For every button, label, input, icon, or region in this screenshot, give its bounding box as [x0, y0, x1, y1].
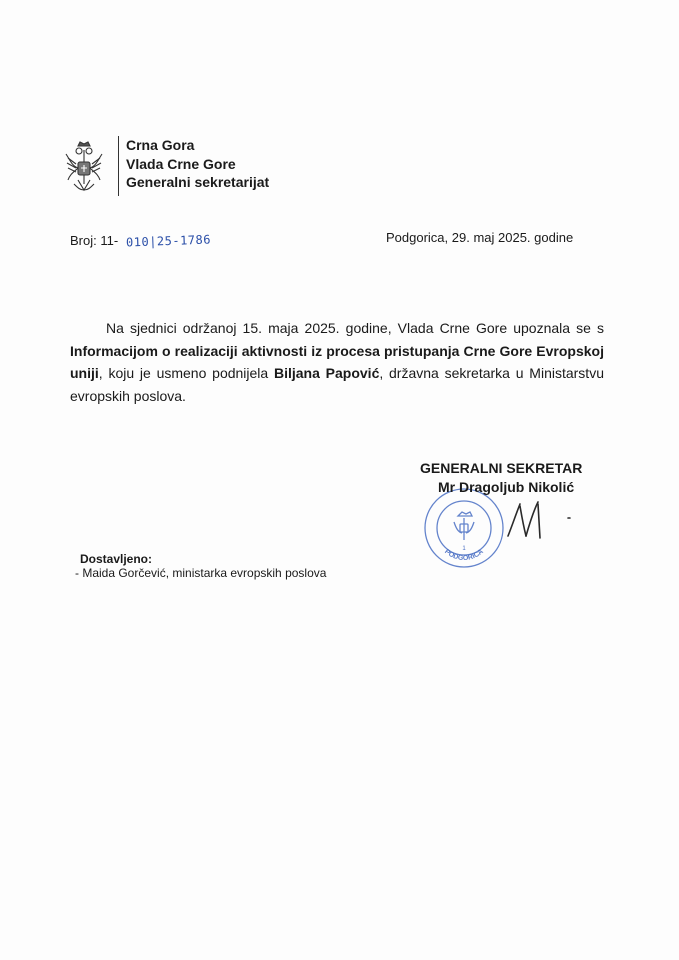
stamp-number: 1: [462, 546, 466, 552]
body-bold-presenter-name: Biljana Papović: [273, 365, 380, 381]
body-text-part3: , državna sekretarka u Ministarstvu evropskih poslova.: [70, 365, 604, 404]
distribution-item: - Maida Gorčević, ministarka evropskih poslova: [75, 566, 327, 580]
institution-header: [126, 136, 269, 192]
body-paragraph: [70, 317, 604, 407]
handwritten-reference: 010|25-1786: [125, 232, 212, 250]
signatory-title: GENERALNI SEKRETAR: [420, 460, 583, 476]
signatory-name: Mr Dragoljub Nikolić: [438, 479, 575, 495]
handwritten-signature-icon: [500, 492, 580, 548]
body-text-part1: Na sjednici održanoj 15. maja 2025. godine, Vlada Crne Gore upoznala se s: [106, 320, 604, 336]
official-stamp-icon: [422, 486, 506, 570]
header-country: Crna Gora: [126, 137, 195, 153]
body-bold-information-title: Informacijom o realizaciji aktivnosti iz procesa pristupanja Crne Gore Evropskoj uniji: [70, 342, 604, 381]
distribution-label: Dostavljeno:: [80, 552, 153, 566]
header-divider: [118, 136, 119, 196]
montenegro-coat-of-arms-icon: [62, 140, 106, 194]
reference-label: Broj: 11-: [70, 233, 119, 248]
reference-number: [70, 233, 211, 248]
document-date: Podgorica, 29. maj 2025. godine: [386, 230, 574, 245]
body-text-part2: , koju je usmeno podnijela: [98, 365, 274, 381]
stamp-city-text: PODGORICA: [443, 548, 485, 563]
header-secretariat: Generalni sekretarijat: [126, 174, 270, 190]
header-government: Vlada Crne Gore: [126, 155, 236, 172]
